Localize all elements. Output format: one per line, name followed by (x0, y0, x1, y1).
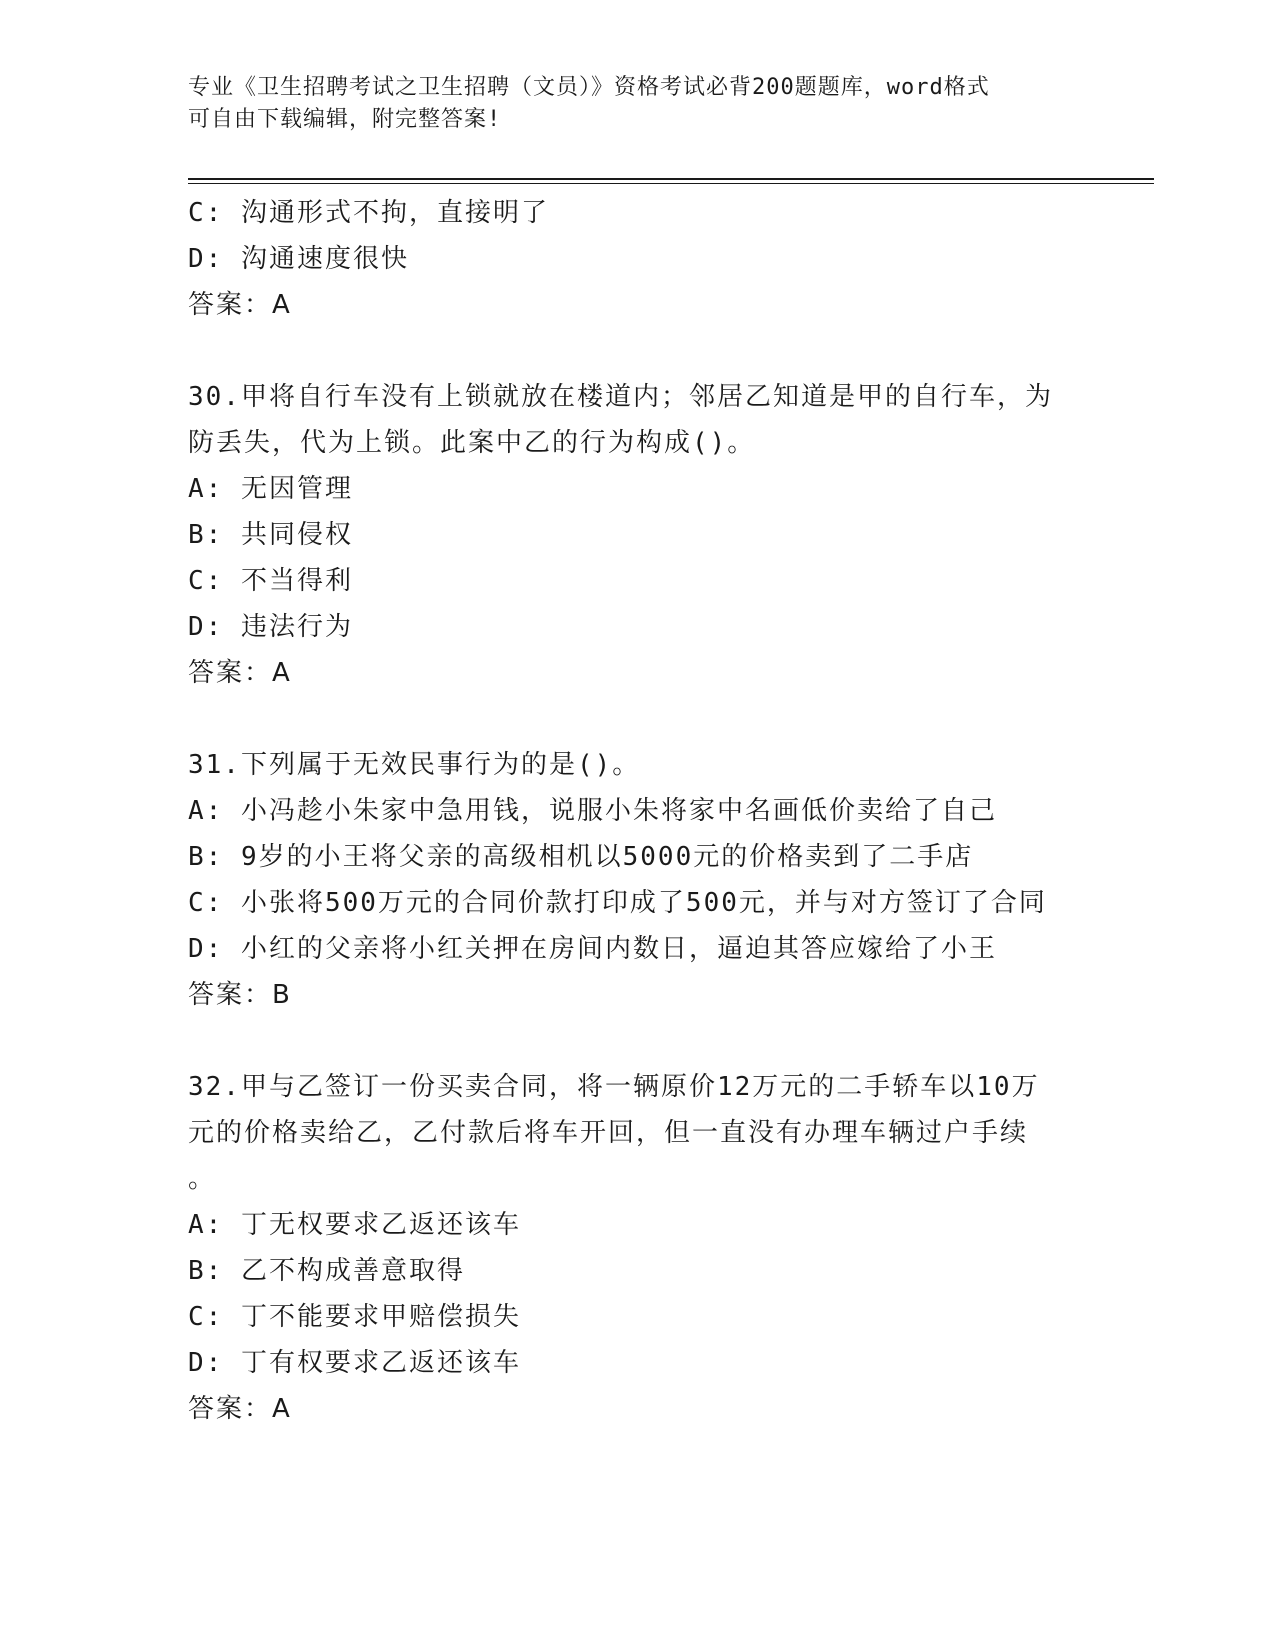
question-stem: 30.甲将自行车没有上锁就放在楼道内；邻居乙知道是甲的自行车，为 (188, 382, 1053, 412)
option-a: A: 丁无权要求乙返还该车 (188, 1210, 521, 1240)
question-stem: 元的价格卖给乙，乙付款后将车开回，但一直没有办理车辆过户手续 (188, 1118, 1029, 1148)
question-stem: 防丢失，代为上锁。此案中乙的行为构成()。 (188, 428, 756, 458)
option-b: B: 乙不构成善意取得 (188, 1256, 465, 1286)
option-d: D: 违法行为 (188, 612, 353, 642)
question-31 (188, 742, 1088, 1018)
header-divider-thick (188, 178, 1154, 180)
question-list (188, 190, 1088, 1432)
option-a: A: 无因管理 (188, 474, 353, 504)
header-title-line-1: 专业《卫生招聘考试之卫生招聘（文员）》资格考试必背200题题库，word格式 (188, 75, 990, 100)
option-b: B: 9岁的小王将父亲的高级相机以5000元的价格卖到了二手店 (188, 842, 974, 872)
option-c: C: 丁不能要求甲赔偿损失 (188, 1302, 521, 1332)
option-a: A: 小冯趁小朱家中急用钱，说服小朱将家中名画低价卖给了自己 (188, 796, 997, 826)
question-spacer (188, 1018, 1088, 1064)
answer-line: 答案：A (188, 290, 292, 320)
option-c: C: 不当得利 (188, 566, 353, 596)
option-d: D: 丁有权要求乙返还该车 (188, 1348, 521, 1378)
question-stem: 32.甲与乙签订一份买卖合同，将一辆原价12万元的二手轿车以10万 (188, 1072, 1040, 1102)
question-32 (188, 1064, 1088, 1432)
option-d: D: 小红的父亲将小红关押在房间内数日，逼迫其答应嫁给了小王 (188, 934, 997, 964)
option-b: B: 共同侵权 (188, 520, 353, 550)
option-c: C: 小张将500万元的合同价款打印成了500元，并与对方签订了合同 (188, 888, 1047, 918)
option-d: D: 沟通速度很快 (188, 244, 409, 274)
header-title-line-2: 可自由下载编辑，附完整答案! (188, 107, 502, 132)
answer-line: 答案：A (188, 658, 292, 688)
question-30 (188, 374, 1088, 696)
document-header (188, 72, 1088, 136)
question-spacer (188, 328, 1088, 374)
header-divider-thin (188, 183, 1154, 184)
option-c: C: 沟通形式不拘，直接明了 (188, 198, 549, 228)
question-stem: 31.下列属于无效民事行为的是()。 (188, 750, 641, 780)
question-29-tail (188, 190, 1088, 328)
question-stem: 。 (188, 1164, 217, 1194)
answer-line: 答案：B (188, 980, 292, 1010)
question-spacer (188, 696, 1088, 742)
answer-line: 答案：A (188, 1394, 292, 1424)
